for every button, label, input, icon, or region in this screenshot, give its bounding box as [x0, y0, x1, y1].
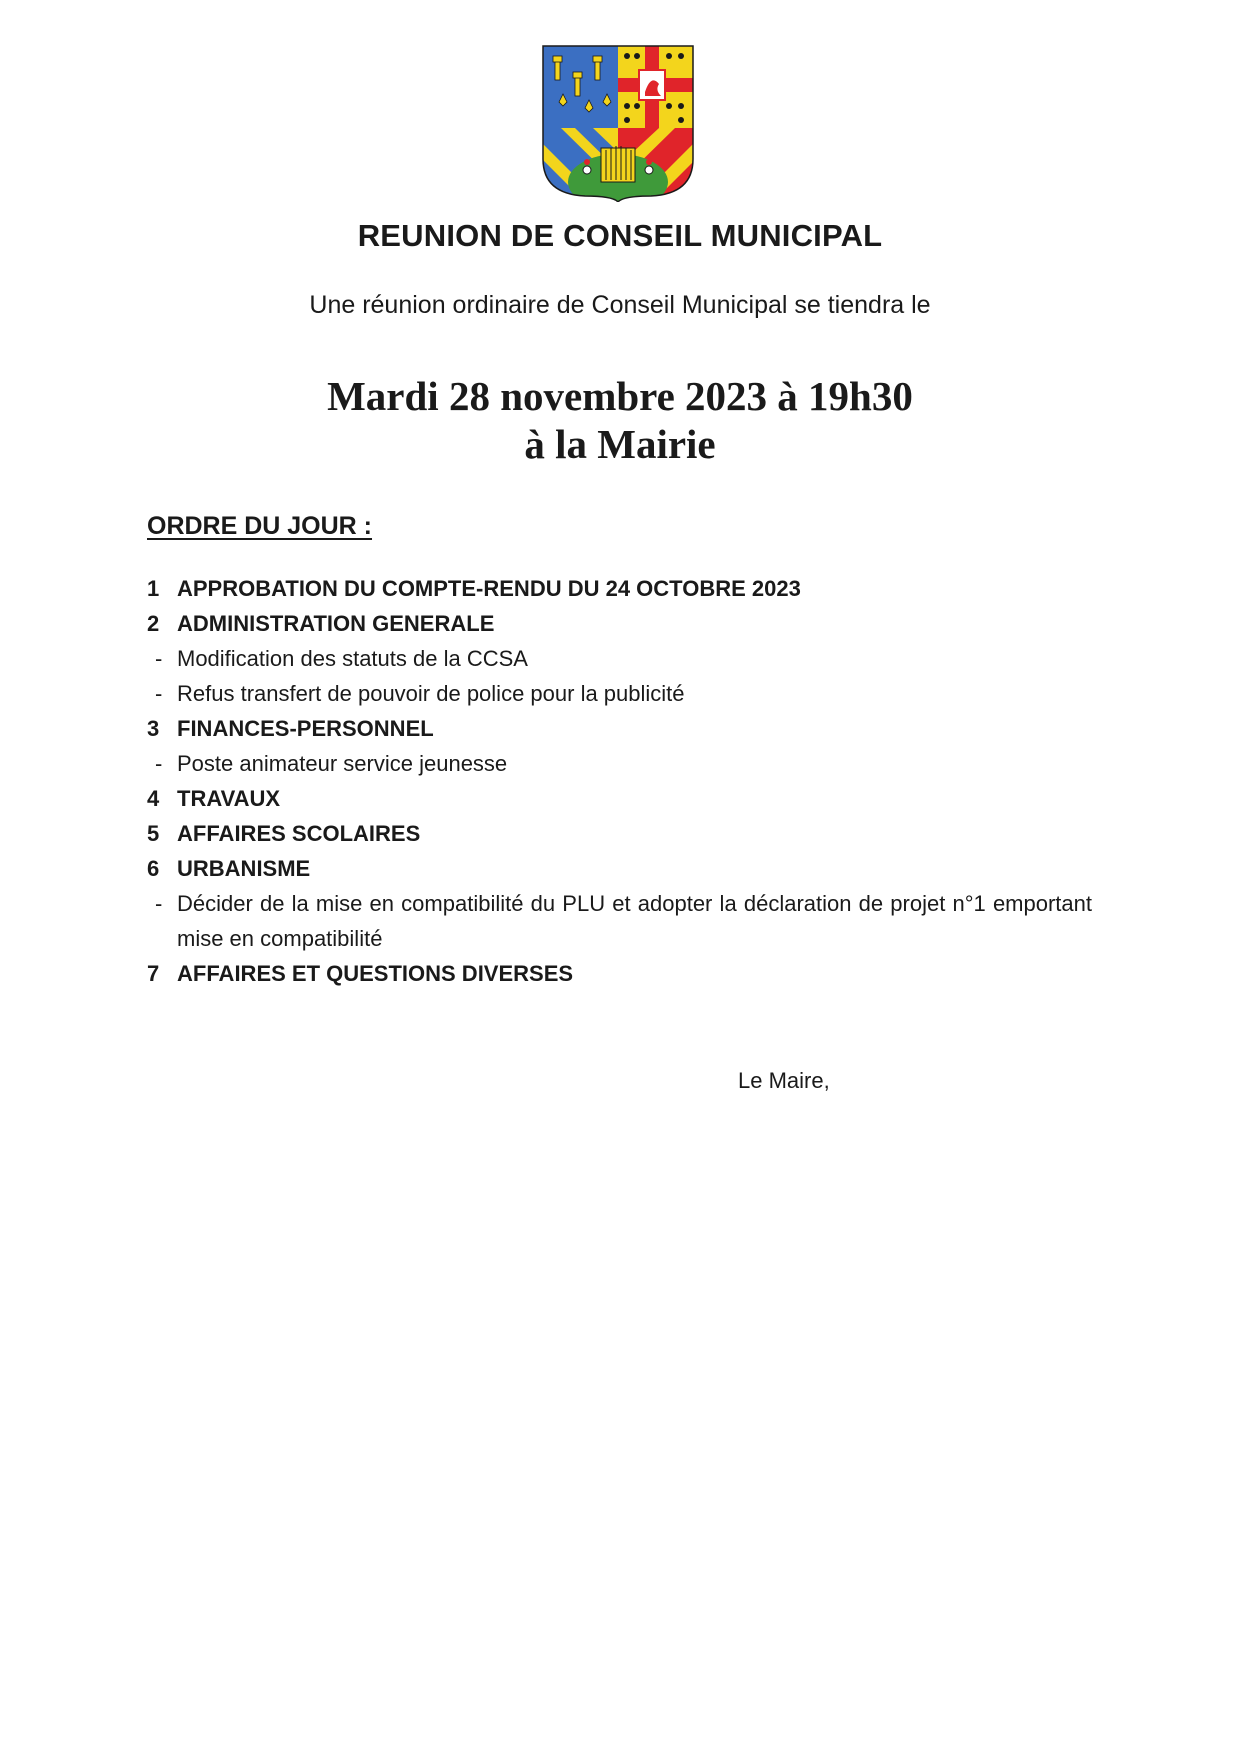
agenda-item-label: AFFAIRES SCOLAIRES	[177, 821, 421, 846]
agenda-item	[147, 711, 1092, 746]
agenda-subitem	[147, 746, 1092, 781]
agenda-item	[147, 816, 1092, 851]
agenda-subitem-dash: -	[155, 646, 163, 671]
agenda-item-number: 3	[147, 716, 160, 741]
agenda-item-number: 1	[147, 576, 160, 601]
agenda-item	[147, 606, 1092, 641]
agenda-subitem	[147, 886, 1092, 956]
agenda-subitem-label: Modification des statuts de la CCSA	[177, 646, 528, 671]
signature-line: Le Maire,	[738, 1068, 830, 1093]
agenda-item-number: 4	[147, 786, 160, 811]
agenda-item	[147, 571, 1092, 606]
agenda-list	[147, 571, 1092, 991]
agenda-heading: ORDRE DU JOUR :	[147, 512, 373, 540]
agenda-subitem-label: Décider de la mise en compatibilité du PLU et adopter la déclaration de projet n°1 emportant mise en compatibilité	[177, 891, 1092, 951]
agenda-item-number: 6	[147, 856, 160, 881]
agenda-subitem	[147, 641, 1092, 676]
page-title: REUNION DE CONSEIL MUNICIPAL	[357, 218, 883, 253]
agenda-item-number: 7	[147, 961, 160, 986]
agenda-item-label: URBANISME	[177, 856, 311, 881]
agenda-item-label: APPROBATION DU COMPTE-RENDU DU 24 OCTOBRE 2023	[177, 576, 801, 601]
intro-text: Une réunion ordinaire de Conseil Municipal se tiendra le	[309, 291, 931, 319]
agenda-item-number: 2	[147, 611, 160, 636]
agenda-subitem-dash: -	[155, 751, 163, 776]
agenda-subitem	[147, 676, 1092, 711]
agenda-item-label: TRAVAUX	[177, 786, 281, 811]
agenda-item	[147, 781, 1092, 816]
agenda-item-label: ADMINISTRATION GENERALE	[177, 611, 495, 636]
agenda-subitem-dash: -	[155, 681, 163, 706]
meeting-datetime	[0, 372, 1240, 468]
agenda-subitem-dash: -	[155, 891, 163, 916]
coat-of-arms-icon	[541, 44, 695, 202]
agenda-item-number: 5	[147, 821, 160, 846]
date-line: Mardi 28 novembre 2023 à 19h30	[327, 373, 913, 419]
agenda-item	[147, 851, 1092, 886]
agenda-subitem-label: Poste animateur service jeunesse	[177, 751, 508, 776]
agenda-item	[147, 956, 1092, 991]
agenda-subitem-label: Refus transfert de pouvoir de police pour la publicité	[177, 681, 685, 706]
agenda-item-label: FINANCES-PERSONNEL	[177, 716, 434, 741]
place-line: à la Mairie	[524, 421, 716, 467]
agenda-item-label: AFFAIRES ET QUESTIONS DIVERSES	[177, 961, 574, 986]
